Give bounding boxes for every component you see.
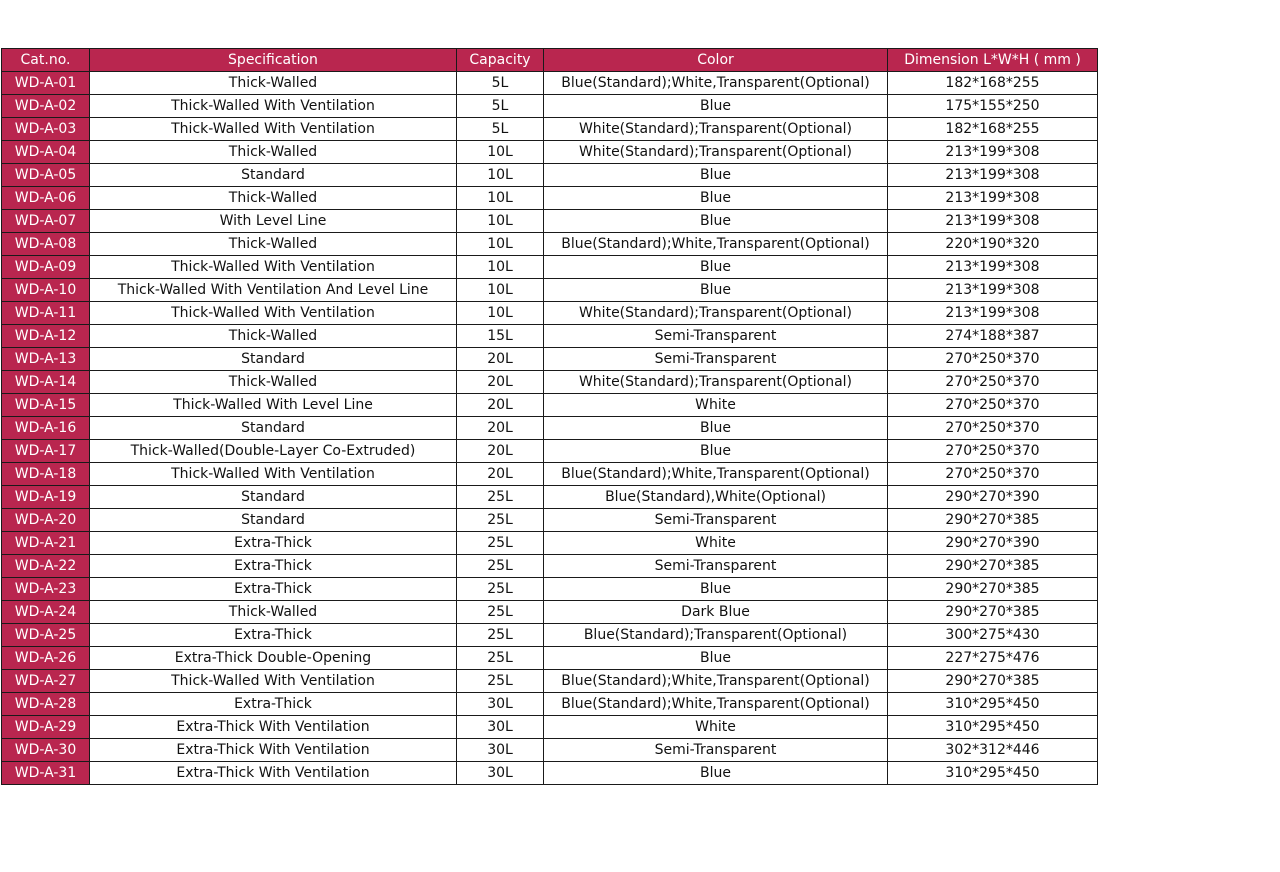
cat-no-cell: WD-A-02 [2,95,90,118]
capacity-cell: 10L [457,279,544,302]
table-row [2,72,1098,95]
specification-cell: Extra-Thick [90,624,457,647]
table-row [2,440,1098,463]
color-cell: White [544,716,888,739]
dimension-cell: 270*250*370 [888,417,1098,440]
dimension-cell: 290*270*385 [888,670,1098,693]
dimension-cell: 270*250*370 [888,440,1098,463]
color-cell: Blue [544,164,888,187]
capacity-cell: 15L [457,325,544,348]
dimension-cell: 213*199*308 [888,164,1098,187]
cat-no-cell: WD-A-12 [2,325,90,348]
color-cell: Blue [544,578,888,601]
table-row [2,325,1098,348]
capacity-cell: 20L [457,394,544,417]
specification-cell: Thick-Walled With Ventilation [90,256,457,279]
specification-cell: Extra-Thick With Ventilation [90,716,457,739]
cat-no-cell: WD-A-20 [2,509,90,532]
dimension-cell: 182*168*255 [888,72,1098,95]
header-dimension: Dimension L*W*H ( mm ) [888,49,1098,72]
specification-cell: Standard [90,486,457,509]
capacity-cell: 30L [457,693,544,716]
table-row [2,302,1098,325]
capacity-cell: 30L [457,716,544,739]
color-cell: Blue(Standard);White,Transparent(Optional) [544,463,888,486]
dimension-cell: 213*199*308 [888,256,1098,279]
color-cell: Dark Blue [544,601,888,624]
specification-cell: Thick-Walled With Ventilation [90,95,457,118]
table-row [2,417,1098,440]
dimension-cell: 290*270*385 [888,555,1098,578]
cat-no-cell: WD-A-01 [2,72,90,95]
specification-cell: Thick-Walled(Double-Layer Co-Extruded) [90,440,457,463]
dimension-cell: 213*199*308 [888,302,1098,325]
cat-no-cell: WD-A-29 [2,716,90,739]
dimension-cell: 310*295*450 [888,716,1098,739]
cat-no-cell: WD-A-28 [2,693,90,716]
specification-cell: Extra-Thick [90,693,457,716]
table-row [2,532,1098,555]
table-row [2,578,1098,601]
dimension-cell: 290*270*385 [888,601,1098,624]
color-cell: Semi-Transparent [544,555,888,578]
specification-cell: Thick-Walled [90,601,457,624]
capacity-cell: 20L [457,417,544,440]
specification-cell: Thick-Walled With Ventilation [90,463,457,486]
header-cat-no: Cat.no. [2,49,90,72]
cat-no-cell: WD-A-14 [2,371,90,394]
color-cell: Blue(Standard);White,Transparent(Optional) [544,693,888,716]
dimension-cell: 290*270*385 [888,578,1098,601]
capacity-cell: 25L [457,624,544,647]
cat-no-cell: WD-A-17 [2,440,90,463]
capacity-cell: 10L [457,210,544,233]
specification-cell: Standard [90,417,457,440]
product-spec-table [1,48,1098,785]
color-cell: White [544,394,888,417]
cat-no-cell: WD-A-13 [2,348,90,371]
table-row [2,509,1098,532]
table-row [2,210,1098,233]
table-row [2,256,1098,279]
specification-cell: Standard [90,164,457,187]
specification-cell: Thick-Walled [90,141,457,164]
color-cell: Semi-Transparent [544,509,888,532]
specification-cell: Extra-Thick [90,578,457,601]
dimension-cell: 213*199*308 [888,187,1098,210]
dimension-cell: 270*250*370 [888,371,1098,394]
capacity-cell: 25L [457,555,544,578]
table-row [2,141,1098,164]
capacity-cell: 10L [457,302,544,325]
dimension-cell: 270*250*370 [888,348,1098,371]
dimension-cell: 310*295*450 [888,762,1098,785]
color-cell: White(Standard);Transparent(Optional) [544,302,888,325]
capacity-cell: 20L [457,371,544,394]
specification-cell: Extra-Thick With Ventilation [90,739,457,762]
cat-no-cell: WD-A-26 [2,647,90,670]
cat-no-cell: WD-A-24 [2,601,90,624]
color-cell: Blue [544,256,888,279]
table-row [2,164,1098,187]
table-row [2,187,1098,210]
specification-cell: With Level Line [90,210,457,233]
color-cell: Semi-Transparent [544,325,888,348]
table-row [2,279,1098,302]
table-row [2,371,1098,394]
capacity-cell: 30L [457,739,544,762]
specification-cell: Extra-Thick [90,555,457,578]
specification-cell: Thick-Walled With Level Line [90,394,457,417]
table-row [2,716,1098,739]
table-body [2,72,1098,785]
color-cell: Blue [544,647,888,670]
specification-cell: Extra-Thick With Ventilation [90,762,457,785]
capacity-cell: 20L [457,348,544,371]
dimension-cell: 290*270*390 [888,532,1098,555]
color-cell: Blue [544,417,888,440]
capacity-cell: 10L [457,187,544,210]
dimension-cell: 302*312*446 [888,739,1098,762]
cat-no-cell: WD-A-16 [2,417,90,440]
table-row [2,670,1098,693]
capacity-cell: 5L [457,118,544,141]
capacity-cell: 5L [457,95,544,118]
cat-no-cell: WD-A-11 [2,302,90,325]
dimension-cell: 270*250*370 [888,463,1098,486]
header-color: Color [544,49,888,72]
color-cell: Blue [544,440,888,463]
cat-no-cell: WD-A-19 [2,486,90,509]
color-cell: Blue [544,187,888,210]
table-row [2,762,1098,785]
cat-no-cell: WD-A-21 [2,532,90,555]
specification-cell: Extra-Thick [90,532,457,555]
color-cell: Blue [544,762,888,785]
cat-no-cell: WD-A-09 [2,256,90,279]
cat-no-cell: WD-A-30 [2,739,90,762]
dimension-cell: 270*250*370 [888,394,1098,417]
dimension-cell: 290*270*390 [888,486,1098,509]
capacity-cell: 25L [457,670,544,693]
specification-cell: Thick-Walled With Ventilation And Level Line [90,279,457,302]
table-row [2,739,1098,762]
dimension-cell: 300*275*430 [888,624,1098,647]
capacity-cell: 25L [457,578,544,601]
specification-cell: Thick-Walled [90,233,457,256]
specification-cell: Thick-Walled With Ventilation [90,670,457,693]
dimension-cell: 310*295*450 [888,693,1098,716]
dimension-cell: 290*270*385 [888,509,1098,532]
capacity-cell: 20L [457,463,544,486]
cat-no-cell: WD-A-18 [2,463,90,486]
cat-no-cell: WD-A-27 [2,670,90,693]
table-row [2,486,1098,509]
dimension-cell: 227*275*476 [888,647,1098,670]
cat-no-cell: WD-A-15 [2,394,90,417]
specification-cell: Thick-Walled [90,371,457,394]
table-row [2,601,1098,624]
capacity-cell: 25L [457,532,544,555]
specification-cell: Thick-Walled [90,187,457,210]
capacity-cell: 10L [457,141,544,164]
cat-no-cell: WD-A-25 [2,624,90,647]
capacity-cell: 10L [457,233,544,256]
header-specification: Specification [90,49,457,72]
color-cell: Blue [544,95,888,118]
table-row [2,394,1098,417]
table-row [2,118,1098,141]
color-cell: Semi-Transparent [544,739,888,762]
table-row [2,463,1098,486]
capacity-cell: 25L [457,509,544,532]
specification-cell: Thick-Walled With Ventilation [90,118,457,141]
dimension-cell: 220*190*320 [888,233,1098,256]
table-row [2,624,1098,647]
color-cell: White [544,532,888,555]
cat-no-cell: WD-A-07 [2,210,90,233]
color-cell: Blue(Standard);White,Transparent(Optional) [544,72,888,95]
table-row [2,95,1098,118]
specification-cell: Standard [90,348,457,371]
color-cell: Blue(Standard);White,Transparent(Optional) [544,233,888,256]
capacity-cell: 25L [457,601,544,624]
cat-no-cell: WD-A-31 [2,762,90,785]
dimension-cell: 213*199*308 [888,210,1098,233]
capacity-cell: 10L [457,164,544,187]
table-row [2,647,1098,670]
dimension-cell: 182*168*255 [888,118,1098,141]
cat-no-cell: WD-A-10 [2,279,90,302]
table-row [2,348,1098,371]
dimension-cell: 274*188*387 [888,325,1098,348]
specification-cell: Thick-Walled [90,325,457,348]
capacity-cell: 25L [457,647,544,670]
color-cell: White(Standard);Transparent(Optional) [544,118,888,141]
color-cell: Blue(Standard);White,Transparent(Optional) [544,670,888,693]
specification-cell: Thick-Walled With Ventilation [90,302,457,325]
color-cell: Blue(Standard);Transparent(Optional) [544,624,888,647]
specification-cell: Thick-Walled [90,72,457,95]
cat-no-cell: WD-A-05 [2,164,90,187]
dimension-cell: 213*199*308 [888,141,1098,164]
dimension-cell: 213*199*308 [888,279,1098,302]
specification-cell: Extra-Thick Double-Opening [90,647,457,670]
capacity-cell: 25L [457,486,544,509]
specification-cell: Standard [90,509,457,532]
capacity-cell: 5L [457,72,544,95]
dimension-cell: 175*155*250 [888,95,1098,118]
table-row [2,555,1098,578]
color-cell: Blue [544,279,888,302]
capacity-cell: 30L [457,762,544,785]
header-capacity: Capacity [457,49,544,72]
cat-no-cell: WD-A-22 [2,555,90,578]
cat-no-cell: WD-A-08 [2,233,90,256]
table-header-row [2,49,1098,72]
capacity-cell: 20L [457,440,544,463]
color-cell: Blue(Standard),White(Optional) [544,486,888,509]
table-row [2,693,1098,716]
table-row [2,233,1098,256]
color-cell: White(Standard);Transparent(Optional) [544,141,888,164]
cat-no-cell: WD-A-04 [2,141,90,164]
color-cell: White(Standard);Transparent(Optional) [544,371,888,394]
cat-no-cell: WD-A-23 [2,578,90,601]
capacity-cell: 10L [457,256,544,279]
color-cell: Semi-Transparent [544,348,888,371]
cat-no-cell: WD-A-03 [2,118,90,141]
cat-no-cell: WD-A-06 [2,187,90,210]
color-cell: Blue [544,210,888,233]
